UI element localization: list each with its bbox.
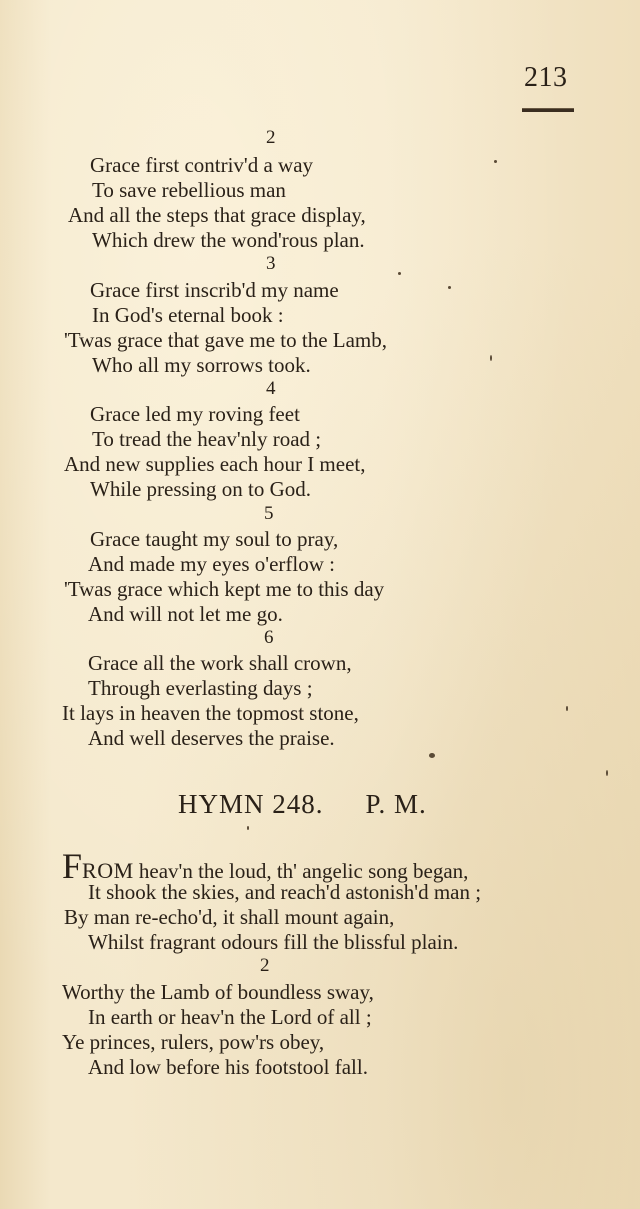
verse-line: And all the steps that grace display, — [68, 203, 366, 227]
verse-line: Who all my sorrows took. — [92, 353, 311, 377]
verse-line: Grace first inscrib'd my name — [90, 278, 339, 302]
verse-line: Ye princes, rulers, pow'rs obey, — [62, 1030, 325, 1054]
verse-line: And well deserves the praise. — [88, 726, 335, 750]
stanza-number: 3 — [266, 253, 276, 274]
page-number: 213 — [524, 62, 568, 93]
verse-line: In earth or heav'n the Lord of all ; — [88, 1005, 372, 1029]
verse-line-first — [62, 846, 469, 886]
verse-line: Grace all the work shall crown, — [88, 651, 352, 675]
verse-line: And will not let me go. — [88, 602, 283, 626]
verse-line: 'Twas grace that gave me to the Lamb, — [64, 328, 388, 352]
ink-speck — [494, 160, 497, 163]
verse-line: It shook the skies, and reach'd astonish'd man ; — [88, 880, 482, 904]
ink-speck — [490, 355, 492, 361]
verse-line: Grace led my roving feet — [90, 402, 300, 426]
verse-line: While pressing on to God. — [90, 477, 312, 501]
first-line-rest: heav'n the loud, th' angelic song began, — [133, 859, 469, 883]
verse-line: It lays in heaven the topmost stone, — [62, 701, 359, 725]
hymn-number: HYMN 248. — [178, 789, 324, 819]
first-word-rest: ROM — [82, 858, 134, 883]
verse-line: To save rebellious man — [92, 178, 286, 202]
ink-speck — [606, 770, 608, 776]
page-number-rule — [522, 108, 574, 112]
verse-line: Worthy the Lamb of boundless sway, — [62, 980, 374, 1004]
verse-line: Through everlasting days ; — [88, 676, 313, 700]
stanza-number: 6 — [264, 627, 274, 648]
hymn-title — [178, 789, 427, 820]
verse-line: 'Twas grace which kept me to this day — [64, 577, 385, 601]
drop-cap: F — [62, 846, 83, 886]
stanza-number: 4 — [266, 378, 276, 399]
verse-line: And made my eyes o'erflow : — [88, 552, 335, 576]
verse-line: In God's eternal book : — [92, 303, 284, 327]
ink-speck — [448, 286, 451, 289]
ink-speck — [429, 753, 435, 758]
verse-line: Grace first contriv'd a way — [90, 153, 314, 177]
stanza-number: 5 — [264, 503, 274, 524]
stanza-number: 2 — [266, 127, 276, 148]
hymn-meter: P. M. — [365, 789, 427, 819]
stanza-number: 2 — [260, 955, 270, 976]
verse-line: And new supplies each hour I meet, — [64, 452, 366, 476]
verse-line: To tread the heav'nly road ; — [92, 427, 322, 451]
verse-line: And low before his footstool fall. — [88, 1055, 368, 1079]
ink-speck — [566, 706, 568, 711]
verse-line: Which drew the wond'rous plan. — [92, 228, 365, 252]
verse-line: By man re-echo'd, it shall mount again, — [64, 905, 395, 929]
ink-speck — [398, 272, 401, 275]
verse-line: Grace taught my soul to pray, — [90, 527, 339, 551]
ink-speck — [247, 826, 249, 830]
verse-line: Whilst fragrant odours fill the blissful plain. — [88, 930, 459, 954]
